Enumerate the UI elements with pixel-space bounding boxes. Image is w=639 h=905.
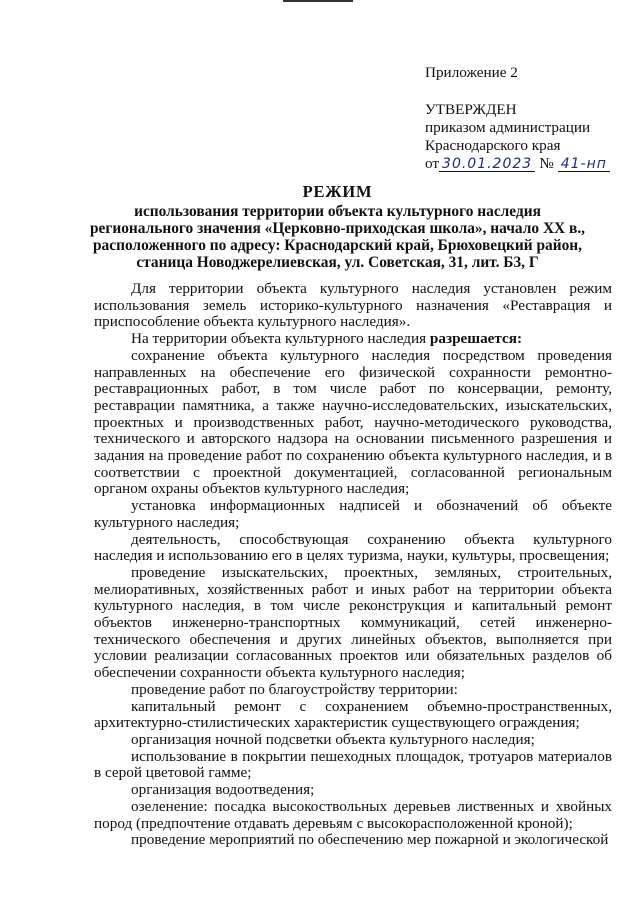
paragraph-2: [94, 331, 612, 348]
title-line-1: использования территории объекта культурного наследия: [134, 203, 541, 220]
paragraph-12: озеленение: посадка высокоствольных деревьев лиственных и хвойных пород (предпочтение отдавать деревьям с высокорасположенной кроной);: [94, 797, 612, 832]
paragraph-5: деятельность, способствующая сохранению объекта культурного наследия и использованию его в целях туризма, науки, культуры, просвещения;: [94, 530, 612, 565]
paragraph-8: капитальный ремонт с сохранением объемно-пространственных, архитектурно-стилистических характеристик существующего ограждения;: [94, 697, 612, 732]
paragraph-2-text: На территории объекта культурного наследия: [131, 330, 430, 348]
date-prefix: от: [425, 155, 440, 172]
number-sign: №: [539, 155, 554, 172]
handwritten-number: 41-нп: [558, 157, 610, 172]
paragraph-1: Для территории объекта культурного наследия установлен режим использования земель историко-культурного назначения «Реставрация и приспособление объекта культурного наследия».: [94, 280, 612, 331]
paragraph-2-bold: разрешается:: [429, 330, 523, 348]
order-label: приказом администрации: [425, 119, 591, 136]
paragraph-11: организация водоотведения;: [131, 781, 315, 799]
paragraph-6: проведение изыскательских, проектных, земляных, строительных, мелиоративных, хозяйственных работ и иных работ на территории объекта культурного наследия, в том числе реконструкция и капитальный ремонт объектов инженерно-транспортных коммуникаций, сетей инженерно-технического обеспечения и других линейных объектов, выполняется при условии реализации согласованных проектов или обязательных разделов об обеспечении сохранности объекта культурного наследия;: [94, 563, 612, 682]
title-line-2: регионального значения «Церковно-приходская школа», начало XX в.,: [89, 220, 586, 237]
title-line-3: расположенного по адресу: Краснодарский край, Брюховецкий район,: [92, 237, 582, 254]
top-scan-line: [283, 0, 353, 4]
document-body: [94, 281, 612, 849]
paragraph-3: сохранение объекта культурного наследия посредством проведения направленных на обеспечение его физической сохранности ремонтно-реставрационных работ, в том числе работ по консервации, ремонту, реставрации памятника, а также научно-исследовательских, изыскательских, проектных и производственных работ, научно-методического руководства, технического и авторского надзора на основании письменного разрешения и задания на проведение работ по сохранению объекта культурного наследия, и в соответствии с проектной документацией, согласованной региональным органом охраны объектов культурного наследия;: [94, 346, 612, 498]
region-label: Краснодарского края: [425, 137, 561, 154]
handwritten-date: 30.01.2023: [439, 157, 535, 172]
approval-block: [425, 64, 625, 173]
paragraph-13: проведение мероприятий по обеспечению мер пожарной и экологической: [131, 831, 609, 849]
document-title: [60, 183, 615, 271]
title-line-4: станица Новоджерелиевская, ул. Советская, 31, лит. Б3, Г: [136, 254, 539, 271]
title-main: РЕЖИМ: [302, 182, 373, 201]
date-number-row: [425, 155, 625, 173]
paragraph-9: организация ночной подсветки объекта культурного наследия;: [131, 730, 535, 748]
paragraph-7: проведение работ по благоустройству территории:: [131, 680, 458, 698]
appendix-label: Приложение 2: [425, 64, 518, 81]
paragraph-4: установка информационных надписей и обозначений об объекте культурного наследия;: [94, 497, 612, 531]
paragraph-10: использование в покрытии пешеходных площадок, тротуаров материалов в серой цветовой гамме;: [94, 747, 612, 782]
approved-label: УТВЕРЖДЕН: [425, 101, 517, 118]
